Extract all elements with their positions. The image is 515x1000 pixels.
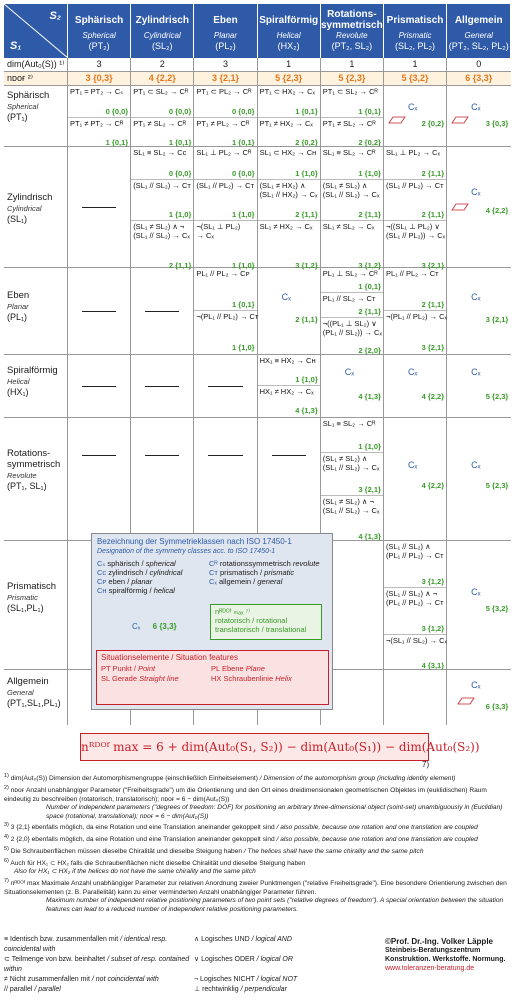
cell-case bbox=[258, 355, 320, 386]
footnote: $^{5)}$ Die Schraubenflächen müssen dieselbe Chiralität und dieselbe Steigung haben / The helices shall have the same chirality and the same pitch bbox=[4, 845, 424, 856]
cell-case bbox=[321, 268, 383, 293]
table-cell bbox=[321, 418, 384, 540]
dof-count: 2 {2,0} bbox=[358, 346, 381, 355]
dof-count: 4 {1,3} bbox=[295, 406, 318, 415]
dof-count: 3 {0,3} bbox=[485, 119, 509, 128]
dof-count: 1 {1,0} bbox=[295, 375, 318, 384]
cell-case bbox=[258, 118, 320, 148]
table-cell bbox=[258, 86, 321, 146]
relation-text: PT₁ ≠ SL₂ → Cᴿ bbox=[133, 119, 187, 128]
dof-count: 3 {1,2} bbox=[421, 577, 445, 586]
cell-case bbox=[384, 541, 446, 588]
cell-case bbox=[258, 86, 320, 118]
legend-situation-features: Situationselemente / Situation features PT Punkt / Point PL Ebene Plane SL Gerade Straight line HX Schraubenlinie Helix bbox=[96, 650, 329, 705]
dof-count: 1 {1,0} bbox=[358, 169, 381, 178]
empty-dash bbox=[145, 311, 179, 312]
table-cell bbox=[384, 670, 447, 725]
dof-count: 0 {0,0} bbox=[168, 107, 192, 116]
dof-count: 0 {0,0} bbox=[105, 107, 129, 116]
dof-count: 3 {1,2} bbox=[358, 261, 381, 270]
dof-count: 1 {1,0} bbox=[232, 261, 255, 270]
dof-count: 4 {2,2} bbox=[421, 392, 445, 401]
table-cell bbox=[384, 355, 447, 417]
table-cell bbox=[194, 355, 257, 417]
symmetry-class: Cₓ bbox=[407, 102, 418, 112]
footnote: $^{6)}$ Auch für HX₁ ⊂ HX₂ falls die Schraubenflächen nicht dieselbe Chiralität und dieselbe Steigung haben bbox=[4, 857, 306, 867]
table-cell bbox=[68, 268, 131, 354]
column-header: Eben Planar (PL₂) bbox=[194, 4, 257, 58]
cell-case bbox=[321, 293, 383, 318]
cell-case bbox=[384, 635, 446, 671]
relation-text: ¬((SL₁ ⊥ PL₂) ∨ bbox=[385, 222, 440, 231]
cell-case bbox=[321, 418, 383, 453]
table-cell bbox=[194, 418, 257, 540]
row-label: Zylindrisch Cylindrical (SL₁) bbox=[4, 147, 68, 267]
symmetry-class: Cₓ bbox=[344, 367, 355, 377]
relation-text: (SL₁ // HX₂) → Cₓ bbox=[259, 190, 318, 199]
cell-case bbox=[194, 311, 259, 353]
plane-icon bbox=[451, 203, 469, 211]
cell-case bbox=[384, 311, 446, 353]
row-label: Rotations-symmetrisch Revolute (PT₁, SL₁) bbox=[4, 418, 68, 540]
dof-count: 1 {0,1} bbox=[168, 138, 192, 147]
table-cell bbox=[447, 418, 510, 540]
dof-count: 0 {0,0} bbox=[232, 169, 255, 178]
relation-text: PL₁ ⊥ SL₂ → Cᴿ bbox=[322, 269, 378, 278]
table-cell bbox=[258, 268, 321, 354]
dof-count: 2 {0,2} bbox=[421, 119, 445, 128]
dof-count: 2 {1,1} bbox=[295, 315, 318, 324]
symmetry-class: Cₓ bbox=[471, 680, 481, 690]
dof-count: 3 {2,1} bbox=[485, 315, 509, 324]
relation-text: ¬(PL₁ // PL₂) → Cₓ bbox=[385, 312, 447, 321]
relation-text: PT₁ ⊂ PL₂ → Cᴿ bbox=[196, 87, 252, 96]
symmetry-class: Cₓ bbox=[471, 292, 481, 302]
relation-text: (SL₁ // SL₂) → Cₓ bbox=[322, 506, 380, 515]
table-cell bbox=[258, 147, 321, 270]
dof-count: 4 {3,1} bbox=[421, 661, 445, 670]
dof-count: 2 {1,1} bbox=[358, 210, 381, 219]
dim-row: dim(Aut₀(S)) ¹⁾ 3 2 3 1 1 1 0 bbox=[4, 58, 511, 72]
relation-text: SL₁ ≠ SL₂ → Cₓ bbox=[322, 222, 375, 231]
empty-dash bbox=[145, 455, 179, 456]
dof-count: 1 {1,0} bbox=[168, 210, 192, 219]
footnote-en: Number of independent parameters ("degrees of freedom: DOF) for positioning an arbitrary three-dimensional object (soint-set) unambiguously in (Euclidian) space (rotational, translational); nᴅᴏғ = 6 − dim(Aut₀(S)) bbox=[46, 804, 503, 820]
dof-count: 1 {0,1} bbox=[232, 138, 255, 147]
table-cell bbox=[131, 147, 194, 270]
footnote: $^{1)}$ dim(Aut₀(S)) Dimension der Automorphismengruppe (einschließlich Einheitselement) / Dimension of the automorphism group (including identity element) bbox=[4, 773, 456, 783]
dof-count: 4 {1,3} bbox=[358, 392, 381, 401]
table-cell bbox=[68, 418, 131, 540]
s1-label: S₁ bbox=[10, 40, 22, 52]
relation-text: ¬((PL₁ ⊥ SL₂) ∨ bbox=[322, 319, 377, 328]
dof-count: 0 {0,0} bbox=[168, 169, 192, 178]
cell-case bbox=[131, 118, 193, 148]
symbol-item: ∨ Logisches ODER / logical OR bbox=[194, 956, 293, 963]
empty-dash bbox=[82, 311, 116, 312]
table-cell bbox=[447, 541, 510, 669]
symmetry-class: Cₓ bbox=[281, 292, 292, 302]
dof-count: 3 {2,1} bbox=[358, 485, 381, 494]
dof-count: 5 {2,3} bbox=[485, 481, 509, 490]
plane-icon bbox=[451, 116, 469, 124]
row-label: Allgemein General (PT₁,SL₁,PL₁) bbox=[4, 670, 68, 725]
relation-text: SL₁ ≡ SL₂ → Cᴿ bbox=[322, 148, 376, 157]
table-cell bbox=[447, 86, 510, 146]
table-cell bbox=[447, 268, 510, 354]
relation-text: PL₁ // PL₂ → Cᴛ bbox=[385, 269, 439, 278]
table-cell bbox=[194, 86, 257, 146]
table-cell bbox=[321, 86, 384, 146]
table-cell bbox=[447, 147, 510, 267]
dof-count: 2 {0,2} bbox=[295, 138, 318, 147]
dof-count: 4 {1,3} bbox=[358, 532, 381, 541]
table-cell bbox=[384, 268, 447, 354]
relation-text: SL₁ ≠ HX₂ → Cₓ bbox=[259, 222, 313, 231]
row-label: Sphärisch Spherical (PT₁) bbox=[4, 86, 68, 146]
legend-example: Cₓ 6 {3,3} bbox=[132, 622, 177, 631]
relation-text: (PL₁ // PL₂) → Cᴛ bbox=[385, 551, 444, 560]
relation-text: (SL₁ // PL₂) → Cᴛ bbox=[196, 181, 255, 190]
cell-case bbox=[258, 221, 320, 271]
relation-text: HX₁ ≡ HX₂ → Cʜ bbox=[259, 356, 316, 365]
cell-case bbox=[384, 221, 446, 271]
relation-text: PT₁ ≠ PT₂ → Cᴿ bbox=[70, 119, 124, 128]
table-cell bbox=[131, 418, 194, 540]
empty-dash bbox=[82, 386, 116, 387]
empty-dash bbox=[145, 386, 179, 387]
dof-count: 5 {2,3} bbox=[485, 392, 509, 401]
cell-case bbox=[384, 147, 446, 180]
table-cell bbox=[321, 268, 384, 354]
brand-block: ©Prof. Dr.-Ing. Volker Läpple Steinbeis-Beratungszentrum Konstruktion. Werkstoffe. Normung. www.toleranzen-beratung.de bbox=[385, 937, 511, 973]
relation-text: (SL₁ // SL₂) → Cₓ bbox=[322, 463, 380, 472]
ndof-row: nᴅᴏғ ²⁾ 3 {0,3} 4 {2,2} 3 {2,1} 5 {2,3} 5 {2,3} 5 {3,2} 6 {3,3} bbox=[4, 72, 511, 86]
table-header bbox=[4, 4, 511, 58]
symmetry-class: Cₓ bbox=[407, 460, 418, 470]
relation-text: SL₁ ⊂ HX₂ → Cʜ bbox=[259, 148, 317, 157]
relation-text: ¬(SL₁ ⊥ PL₂) bbox=[196, 222, 241, 231]
cell-case bbox=[321, 147, 383, 180]
table-cell bbox=[68, 355, 131, 417]
relation-text: → Cₓ bbox=[196, 231, 214, 240]
table-cell bbox=[258, 355, 321, 417]
relation-text: (SL₁ // PL₂) → Cᴛ bbox=[385, 181, 444, 190]
table-cell bbox=[131, 86, 194, 146]
legend-ndof: nᴿᴰᴼᶠ ₘₐₓ ⁷⁾ rotatorisch / rotational translatorisch / translational bbox=[210, 604, 322, 640]
table-cell bbox=[447, 670, 510, 725]
footnote: $^{3)}$ 3 {2,1} ebenfalls möglich, da eine Rotation und eine Translation aneinander gekoppelt sind / also possible, because one rotation and one translation are coupled bbox=[4, 822, 478, 832]
dof-count: 6 {3,3} bbox=[485, 702, 509, 711]
dof-count: 2 {0,2} bbox=[358, 138, 381, 147]
dof-count: 3 {1,2} bbox=[295, 261, 318, 270]
table-row bbox=[4, 147, 511, 268]
cell-case bbox=[194, 180, 256, 221]
cell-case bbox=[258, 386, 320, 416]
cell-case bbox=[131, 221, 193, 271]
cell-case bbox=[384, 268, 446, 311]
relation-text: PT₁ ⊂ SL₂ → Cᴿ bbox=[322, 87, 378, 96]
empty-dash bbox=[82, 207, 116, 208]
cell-case bbox=[194, 147, 256, 180]
column-header: Zylindrisch Cylindrical (SL₂) bbox=[131, 4, 194, 58]
relation-text: (PL₁ // PL₂) → Cᴛ bbox=[385, 598, 444, 607]
table-cell bbox=[321, 147, 384, 270]
cell-case bbox=[321, 453, 383, 496]
relation-text: PL₁ // SL₂ → Cᴛ bbox=[322, 294, 376, 303]
relation-text: (SL₁ ≠ HX₂) ∧ bbox=[259, 181, 306, 190]
cell-case bbox=[194, 86, 256, 118]
dof-count: 1 {1,0} bbox=[232, 343, 255, 352]
footnote: $^{4)}$ 2 {2,0} ebenfalls möglich, da eine Rotation und eine Translation aneinander gekoppelt sind / also possible, because one rotation and one translation are coupled bbox=[4, 834, 478, 844]
table-cell bbox=[131, 355, 194, 417]
legend-box: Bezeichnung der Symmetrieklassen nach ISO 17450-1 Designation of the symmetry classes acc. to ISO 17450-1 Cₛ sphärisch / spherical Cᴿ rotationssymmetrisch revolute Cᴄ zylindrisch / cylindrical Cᴛ prismatisch / prismatic Cᴘ eben / planar Cₓ allgemein / general Cʜ spiralförmig / helical nᴿᴰᴼᶠ ₘₐₓ ⁷⁾ rotatorisch / rotational translatorisch / translational Cₓ 6 {3,3} Situationselemente / Situation features PT Punkt / Point PL Ebene Plane SL Gerade Straight line HX Schraubenlinie Helix bbox=[91, 533, 333, 710]
symbol-item: ≠ Nicht zusammenfallen mit / not coincidental with bbox=[4, 976, 159, 983]
dof-count: 3 {2,1} bbox=[421, 261, 445, 270]
table-cell bbox=[68, 86, 131, 146]
relation-text: (SL₁ // SL₂) → Cᴛ bbox=[133, 181, 191, 190]
table-cell bbox=[384, 86, 447, 146]
relation-text: (SL₁ ≠ SL₂) ∧ ¬ bbox=[133, 222, 185, 231]
cell-case bbox=[321, 180, 383, 221]
symmetry-class: Cₓ bbox=[471, 460, 481, 470]
symmetry-class: Cₓ bbox=[407, 367, 418, 377]
relation-text: ¬(PL₁ // PL₂) → Cᴛ bbox=[196, 312, 259, 321]
relation-text: (SL₁ ≠ SL₂) ∧ ¬ bbox=[322, 497, 374, 506]
symbol-item: ∧ Logisches UND / logical AND bbox=[194, 936, 292, 943]
footnote: $^{7)}$ nᴿᴰᴼᶠ max Maximale Anzahl unabhängiger Parameter zur relativen Anordnung zweier Punktmengen ("relative Freiheitsgrade"). Eine besondere Orientierung zwischen den Situationselementen (z. B. Parallelität) kann zu einer verminderten Anzahl unabhängiger Parameter führen. bbox=[4, 878, 507, 896]
relation-text: SL₁ ≡ SL₂ → Cᴿ bbox=[322, 419, 376, 428]
symmetry-class: Cₓ bbox=[471, 102, 481, 112]
symbol-item: ⊥ rechtwinklig / perpendicular bbox=[194, 986, 287, 993]
formula-note: 7) bbox=[422, 760, 430, 769]
row-label: Prismatisch Prismatic (SL₁,PL₁) bbox=[4, 541, 68, 669]
dof-count: 0 {0,0} bbox=[232, 107, 255, 116]
cell-case bbox=[258, 180, 320, 221]
dof-count: 1 {1,0} bbox=[232, 210, 255, 219]
dof-count: 2 {1,1} bbox=[168, 261, 192, 270]
dof-count: 1 {1,0} bbox=[358, 442, 381, 451]
table-cell bbox=[384, 418, 447, 540]
table-cell bbox=[384, 147, 447, 270]
symbol-legend bbox=[4, 935, 384, 995]
relation-text: (SL₁ // SL₂) → Cₓ bbox=[322, 190, 380, 199]
table-row bbox=[4, 418, 511, 541]
table-cell bbox=[258, 418, 321, 540]
cell-case bbox=[321, 118, 383, 148]
column-header: Spiralförmig Helical (HX₂) bbox=[258, 4, 321, 58]
dof-count: 3 {2,1} bbox=[421, 343, 445, 352]
dof-count: 1 {1,0} bbox=[295, 169, 318, 178]
relation-text: SL₁ ⊥ PL₂ → Cᴿ bbox=[196, 148, 252, 157]
brand-link[interactable]: www.toleranzen-beratung.de bbox=[385, 965, 475, 972]
empty-dash bbox=[82, 455, 116, 456]
cell-case bbox=[384, 588, 446, 635]
footnote-en: Maximum number of independent relative positioning parameters of two point sets ("relative degrees of freedom"). A special orientation between the situation features can lead to a reduced number of independent relative positioning parameters. bbox=[46, 897, 504, 914]
symmetry-class: Cₓ bbox=[471, 187, 481, 197]
relation-text: PL₁ // PL₂ → Cᴘ bbox=[196, 269, 250, 278]
dof-count: 3 {1,2} bbox=[421, 624, 445, 633]
footnote: $^{2)}$ nᴅᴏғ Anzahl unabhängiger Parameter ("Freiheitsgrade") um die Orientierung und den Ort eines dreidimensionalen geometrischen Objektes im (euklidischen) Raum eindeutig zu beschreiben (rotatorisch, translatorisch); nᴅᴏғ = 6 − dim(Aut₀(S)) bbox=[4, 784, 487, 803]
relation-text: (SL₁ // SL₂) ∧ ¬ bbox=[385, 589, 438, 598]
table-cell bbox=[131, 268, 194, 354]
cell-case bbox=[194, 118, 256, 148]
dof-count: 2 {1,1} bbox=[421, 210, 445, 219]
symbol-item: // parallel / parallel bbox=[4, 986, 61, 993]
legend-classes: Cₛ sphärisch / spherical Cᴿ rotationssymmetrisch revolute Cᴄ zylindrisch / cylindrical Cᴛ prismatisch / prismatic Cᴘ eben / planar Cₓ allgemein / general Cʜ spiralförmig / helical bbox=[97, 559, 320, 595]
relation-text: PT₁ = PT₂ → Cₛ bbox=[70, 87, 124, 96]
relation-text: (SL₁ // SL₂) → Cₓ bbox=[133, 231, 190, 240]
dof-count: 1 {0,1} bbox=[105, 138, 129, 147]
dof-count: 2 {1,1} bbox=[295, 210, 318, 219]
table-row bbox=[4, 355, 511, 418]
row-label: Eben Planar (PL₁) bbox=[4, 268, 68, 354]
relation-text: (SL₁ // SL₂) ∧ bbox=[385, 542, 431, 551]
header-corner bbox=[4, 4, 68, 58]
row-label: Spiralförmig Helical (HX₁) bbox=[4, 355, 68, 417]
cell-case bbox=[321, 221, 383, 271]
symbol-item: ¬ Logisches NICHT / logical NOT bbox=[194, 976, 298, 983]
dof-count: 1 {0,1} bbox=[295, 107, 318, 116]
plane-icon bbox=[457, 697, 475, 705]
relation-text: ¬(SL₁ // SL₂) → Cₓ bbox=[385, 636, 447, 645]
column-header: Sphärisch Spherical (PT₂) bbox=[68, 4, 131, 58]
relation-text: (SL₁ ≠ SL₂) ∧ bbox=[322, 454, 368, 463]
s2-label: S₂ bbox=[49, 10, 61, 22]
relation-text: SL₁ ≡ SL₂ → Cᴄ bbox=[133, 148, 187, 157]
cell-case bbox=[321, 318, 383, 356]
relation-text: HX₁ ≠ HX₂ → Cₓ bbox=[259, 387, 314, 396]
column-header: Allgemein General (PT₂, SL₂, PL₂) bbox=[447, 4, 510, 58]
relation-text: PT₁ ≠ HX₂ → Cₓ bbox=[259, 119, 313, 128]
column-header: Rotations-symmetrisch Revolute (PT₂, SL₂) bbox=[321, 4, 384, 58]
relation-text: PT₁ ⊂ HX₂ → Cₓ bbox=[259, 87, 316, 96]
table-cell bbox=[194, 147, 257, 270]
footnotes bbox=[4, 772, 511, 915]
symmetry-class: Cₓ bbox=[471, 587, 481, 597]
cell-case bbox=[258, 147, 320, 180]
symbol-item: ⊂ Teilmenge von bzw. beinhaltet / subset of resp. contained within bbox=[4, 956, 190, 973]
relation-text: (SL₁ // PL₂)) → Cₓ bbox=[385, 231, 446, 240]
cell-case bbox=[194, 268, 256, 311]
cell-case bbox=[68, 118, 130, 148]
empty-dash bbox=[208, 455, 242, 456]
table-cell bbox=[194, 268, 257, 354]
dof-count: 2 {1,1} bbox=[358, 307, 381, 316]
dof-count: 1 {0,1} bbox=[232, 300, 255, 309]
relation-text: (PL₁ // SL₂)) → Cₓ bbox=[322, 328, 382, 337]
symmetry-class: Cₓ bbox=[471, 367, 481, 377]
dof-count: 4 {2,2} bbox=[421, 481, 445, 490]
dof-count: 2 {1,1} bbox=[421, 300, 445, 309]
dof-count: 5 {3,2} bbox=[485, 604, 509, 613]
table-cell bbox=[321, 355, 384, 417]
table-cell bbox=[68, 147, 131, 267]
footnote-en: Also for HX₁ ⊂ HX₂ if the helices do not have the same chirality and the same pitch bbox=[14, 868, 256, 876]
relation-text: PT₁ ⊂ SL₂ → Cᴿ bbox=[133, 87, 189, 96]
table-cell bbox=[384, 541, 447, 669]
table-row bbox=[4, 268, 511, 355]
cell-case bbox=[131, 147, 193, 180]
cell-case bbox=[321, 86, 383, 118]
cell-case bbox=[384, 180, 446, 221]
plane-icon bbox=[388, 116, 406, 124]
symbol-item: ≡ Identisch bzw. zusammenfallen mit / identical resp. coincidental with bbox=[4, 936, 168, 953]
dof-count: 2 {1,1} bbox=[421, 169, 445, 178]
relation-text: (SL₁ ≠ SL₂) ∧ bbox=[322, 181, 368, 190]
dof-count: 4 {2,2} bbox=[485, 206, 509, 215]
table-row bbox=[4, 86, 511, 147]
cell-case bbox=[68, 86, 130, 118]
column-header: Prismatisch Prismatic (SL₂, PL₂) bbox=[384, 4, 447, 58]
dof-count: 1 {0,1} bbox=[358, 282, 381, 291]
table-cell bbox=[447, 355, 510, 417]
ndof-formula: nᴿᴰᴼᶠ max = 6 + dim(Aut₀(S₁, S₂)) − dim(Aut₀(S₁)) − dim(Aut₀(S₂)) bbox=[80, 733, 429, 761]
cell-case bbox=[131, 180, 193, 221]
empty-dash bbox=[272, 455, 306, 456]
dof-count: 1 {0,1} bbox=[358, 107, 381, 116]
cell-case bbox=[194, 221, 256, 271]
relation-text: SL₁ ⊥ PL₂ → Cₓ bbox=[385, 148, 440, 157]
empty-dash bbox=[208, 386, 242, 387]
relation-text: PT₁ ≠ PL₂ → Cᴿ bbox=[196, 119, 250, 128]
cell-case bbox=[131, 86, 193, 118]
relation-text: PT₁ ≠ SL₂ → Cᴿ bbox=[322, 119, 376, 128]
